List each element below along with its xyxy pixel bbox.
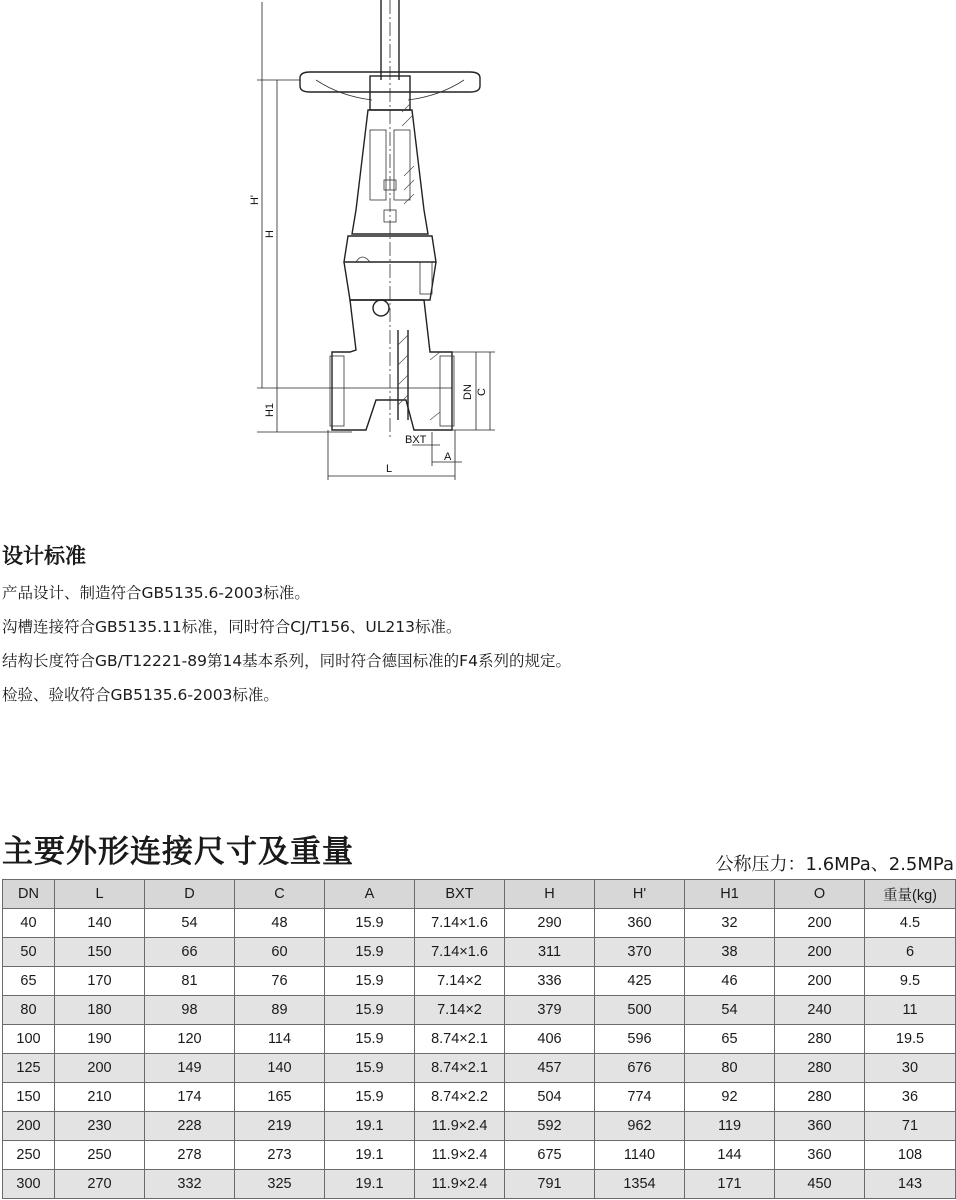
dim-label-h: H bbox=[264, 230, 276, 238]
table-cell: 280 bbox=[775, 1054, 865, 1083]
table-cell: 65 bbox=[685, 1025, 775, 1054]
table-cell: 143 bbox=[865, 1170, 956, 1199]
table-cell: 250 bbox=[3, 1141, 55, 1170]
table-cell: 180 bbox=[55, 996, 145, 1025]
column-header: DN bbox=[3, 880, 55, 909]
table-cell: 92 bbox=[685, 1083, 775, 1112]
table-cell: 8.74×2.1 bbox=[415, 1054, 505, 1083]
table-cell: 60 bbox=[235, 938, 325, 967]
table-cell: 300 bbox=[3, 1170, 55, 1199]
table-cell: 30 bbox=[865, 1054, 956, 1083]
table-cell: 120 bbox=[145, 1025, 235, 1054]
table-cell: 19.1 bbox=[325, 1141, 415, 1170]
dimensions-table bbox=[2, 879, 956, 1199]
dim-label-h1: H1 bbox=[264, 402, 276, 418]
table-cell: 11.9×2.4 bbox=[415, 1141, 505, 1170]
table-cell: 500 bbox=[595, 996, 685, 1025]
table-cell: 9.5 bbox=[865, 967, 956, 996]
table-cell: 290 bbox=[505, 909, 595, 938]
column-header: H' bbox=[595, 880, 685, 909]
table-cell: 19.5 bbox=[865, 1025, 956, 1054]
table-cell: 15.9 bbox=[325, 967, 415, 996]
column-header: BXT bbox=[415, 880, 505, 909]
table-cell: 11 bbox=[865, 996, 956, 1025]
table-cell: 98 bbox=[145, 996, 235, 1025]
table-row bbox=[3, 1170, 956, 1199]
table-cell: 250 bbox=[55, 1141, 145, 1170]
valve-drawing bbox=[0, 0, 956, 500]
table-row bbox=[3, 938, 956, 967]
table-cell: 140 bbox=[235, 1054, 325, 1083]
table-cell: 8.74×2.1 bbox=[415, 1025, 505, 1054]
table-cell: 40 bbox=[3, 909, 55, 938]
table-row bbox=[3, 1025, 956, 1054]
table-cell: 140 bbox=[55, 909, 145, 938]
dim-label-c: C bbox=[476, 388, 488, 396]
table-cell: 200 bbox=[55, 1054, 145, 1083]
table-cell: 240 bbox=[775, 996, 865, 1025]
standard-line: 检验、验收符合GB5135.6-2003标准。 bbox=[2, 686, 279, 704]
standard-line: 结构长度符合GB/T12221-89第14基本系列，同时符合德国标准的F4系列的规定。 bbox=[2, 652, 571, 670]
table-cell: 8.74×2.2 bbox=[415, 1083, 505, 1112]
table-cell: 280 bbox=[775, 1083, 865, 1112]
table-cell: 15.9 bbox=[325, 1054, 415, 1083]
column-header: D bbox=[145, 880, 235, 909]
table-row bbox=[3, 1054, 956, 1083]
column-header: C bbox=[235, 880, 325, 909]
table-cell: 406 bbox=[505, 1025, 595, 1054]
column-header: L bbox=[55, 880, 145, 909]
table-cell: 76 bbox=[235, 967, 325, 996]
dimensions-title: 主要外形连接尺寸及重量 bbox=[2, 834, 354, 870]
table-cell: 200 bbox=[775, 938, 865, 967]
table-cell: 200 bbox=[775, 967, 865, 996]
table-cell: 119 bbox=[685, 1112, 775, 1141]
column-header: H bbox=[505, 880, 595, 909]
table-cell: 278 bbox=[145, 1141, 235, 1170]
design-standard-list bbox=[2, 578, 571, 714]
table-cell: 379 bbox=[505, 996, 595, 1025]
table-cell: 457 bbox=[505, 1054, 595, 1083]
table-cell: 592 bbox=[505, 1112, 595, 1141]
table-cell: 7.14×1.6 bbox=[415, 909, 505, 938]
dim-label-bxt: BXT bbox=[405, 434, 427, 446]
table-cell: 336 bbox=[505, 967, 595, 996]
table-cell: 774 bbox=[595, 1083, 685, 1112]
table-row bbox=[3, 1083, 956, 1112]
table-cell: 15.9 bbox=[325, 1083, 415, 1112]
table-cell: 114 bbox=[235, 1025, 325, 1054]
table-cell: 360 bbox=[595, 909, 685, 938]
table-cell: 50 bbox=[3, 938, 55, 967]
table-cell: 149 bbox=[145, 1054, 235, 1083]
pressure-note: 公称压力：1.6MPa、2.5MPa bbox=[715, 854, 954, 875]
table-cell: 150 bbox=[55, 938, 145, 967]
table-cell: 360 bbox=[775, 1112, 865, 1141]
table-cell: 15.9 bbox=[325, 938, 415, 967]
table-cell: 19.1 bbox=[325, 1170, 415, 1199]
table-cell: 676 bbox=[595, 1054, 685, 1083]
column-header: H1 bbox=[685, 880, 775, 909]
table-cell: 675 bbox=[505, 1141, 595, 1170]
table-cell: 360 bbox=[775, 1141, 865, 1170]
table-cell: 190 bbox=[55, 1025, 145, 1054]
table-cell: 6 bbox=[865, 938, 956, 967]
table-cell: 66 bbox=[145, 938, 235, 967]
table-row bbox=[3, 1141, 956, 1170]
table-cell: 370 bbox=[595, 938, 685, 967]
table-cell: 311 bbox=[505, 938, 595, 967]
table-cell: 15.9 bbox=[325, 909, 415, 938]
design-standard-title: 设计标准 bbox=[2, 544, 86, 568]
table-cell: 165 bbox=[235, 1083, 325, 1112]
table-cell: 450 bbox=[775, 1170, 865, 1199]
table-cell: 19.1 bbox=[325, 1112, 415, 1141]
table-cell: 125 bbox=[3, 1054, 55, 1083]
table-cell: 38 bbox=[685, 938, 775, 967]
dim-label-l: L bbox=[386, 463, 393, 475]
table-cell: 32 bbox=[685, 909, 775, 938]
table-cell: 504 bbox=[505, 1083, 595, 1112]
table-cell: 200 bbox=[3, 1112, 55, 1141]
table-cell: 7.14×2 bbox=[415, 996, 505, 1025]
table-cell: 962 bbox=[595, 1112, 685, 1141]
table-cell: 210 bbox=[55, 1083, 145, 1112]
table-cell: 325 bbox=[235, 1170, 325, 1199]
table-row bbox=[3, 967, 956, 996]
table-cell: 174 bbox=[145, 1083, 235, 1112]
table-cell: 332 bbox=[145, 1170, 235, 1199]
table-cell: 7.14×2 bbox=[415, 967, 505, 996]
table-cell: 11.9×2.4 bbox=[415, 1112, 505, 1141]
table-cell: 1140 bbox=[595, 1141, 685, 1170]
standard-line: 沟槽连接符合GB5135.11标准，同时符合CJ/T156、UL213标准。 bbox=[2, 618, 462, 636]
table-cell: 100 bbox=[3, 1025, 55, 1054]
table-cell: 150 bbox=[3, 1083, 55, 1112]
dimension-lines bbox=[257, 2, 495, 480]
valve-body bbox=[330, 300, 454, 430]
table-row bbox=[3, 909, 956, 938]
table-cell: 596 bbox=[595, 1025, 685, 1054]
column-header: O bbox=[775, 880, 865, 909]
table-cell: 15.9 bbox=[325, 1025, 415, 1054]
standard-line: 产品设计、制造符合GB5135.6-2003标准。 bbox=[2, 584, 310, 602]
table-cell: 108 bbox=[865, 1141, 956, 1170]
table-cell: 54 bbox=[685, 996, 775, 1025]
table-cell: 11.9×2.4 bbox=[415, 1170, 505, 1199]
column-header: A bbox=[325, 880, 415, 909]
table-cell: 80 bbox=[685, 1054, 775, 1083]
table-cell: 270 bbox=[55, 1170, 145, 1199]
table-cell: 170 bbox=[55, 967, 145, 996]
table-cell: 46 bbox=[685, 967, 775, 996]
table-cell: 71 bbox=[865, 1112, 956, 1141]
table-cell: 65 bbox=[3, 967, 55, 996]
table-cell: 230 bbox=[55, 1112, 145, 1141]
table-cell: 219 bbox=[235, 1112, 325, 1141]
table-cell: 273 bbox=[235, 1141, 325, 1170]
table-cell: 80 bbox=[3, 996, 55, 1025]
dim-label-dn: DN bbox=[462, 384, 474, 400]
table-row bbox=[3, 996, 956, 1025]
table-cell: 791 bbox=[505, 1170, 595, 1199]
table-cell: 36 bbox=[865, 1083, 956, 1112]
table-cell: 200 bbox=[775, 909, 865, 938]
dim-label-a: A bbox=[444, 451, 452, 463]
table-row bbox=[3, 1112, 956, 1141]
table-cell: 48 bbox=[235, 909, 325, 938]
table-cell: 89 bbox=[235, 996, 325, 1025]
table-cell: 1354 bbox=[595, 1170, 685, 1199]
table-cell: 7.14×1.6 bbox=[415, 938, 505, 967]
table-cell: 425 bbox=[595, 967, 685, 996]
table-cell: 228 bbox=[145, 1112, 235, 1141]
table-cell: 171 bbox=[685, 1170, 775, 1199]
table-cell: 280 bbox=[775, 1025, 865, 1054]
table-cell: 15.9 bbox=[325, 996, 415, 1025]
dim-label-h-prime: H' bbox=[249, 194, 261, 206]
table-cell: 144 bbox=[685, 1141, 775, 1170]
table-cell: 4.5 bbox=[865, 909, 956, 938]
table-cell: 54 bbox=[145, 909, 235, 938]
table-cell: 81 bbox=[145, 967, 235, 996]
table-header-row bbox=[3, 880, 956, 909]
column-header: 重量(kg) bbox=[865, 880, 956, 909]
